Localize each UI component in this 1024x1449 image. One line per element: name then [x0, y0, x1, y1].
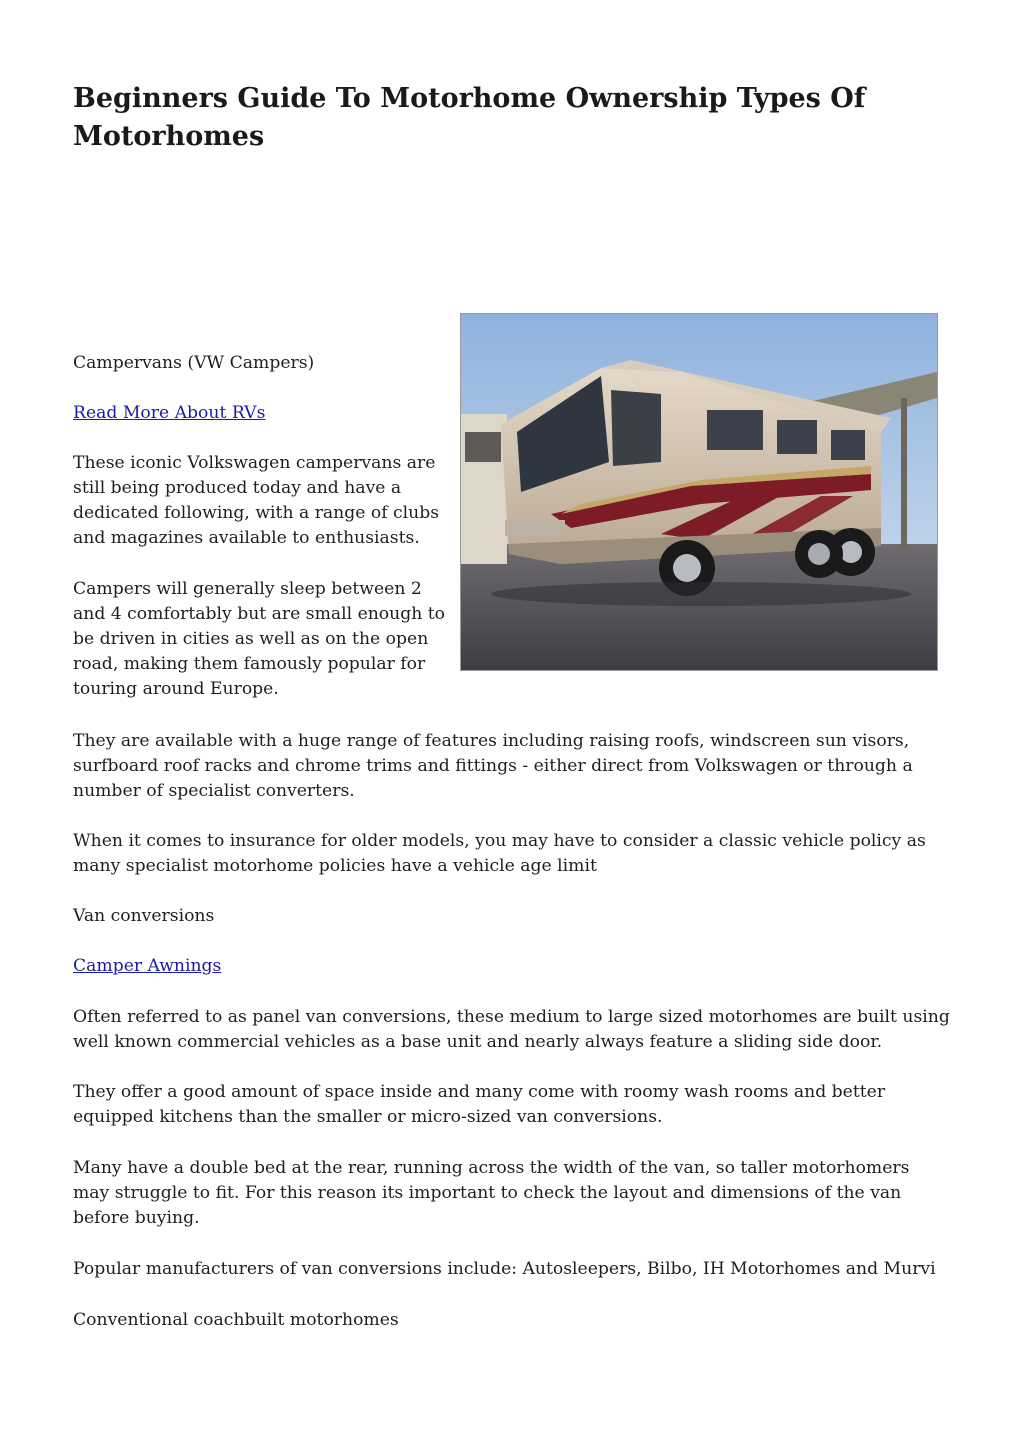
insurance-paragraph: When it comes to insurance for older models, you may have to consider a classic vehicle policy as many specialist motorhome policies have a vehicle age limit	[73, 831, 926, 876]
camper-awnings-link[interactable]: Camper Awnings	[73, 956, 222, 976]
bed-paragraph: Many have a double bed at the rear, running across the width of the van, so taller motorhomers may struggle to fit. For this reason its important to check the layout and dimensions of the van before buying.	[73, 1158, 910, 1228]
awnings-paragraph	[73, 954, 951, 979]
space-paragraph: They offer a good amount of space inside and many come with roomy wash rooms and better equipped kitchens than the smaller or micro-sized van conversions.	[73, 1082, 886, 1127]
read-more-paragraph	[73, 401, 445, 426]
panel-van-paragraph: Often referred to as panel van conversions, these medium to large sized motorhomes are built using well known commercial vehicles as a base unit and nearly always feature a sliding side door.	[73, 1007, 950, 1052]
read-more-about-rvs-link[interactable]: Read More About RVs	[73, 403, 266, 423]
van-conversions-heading: Van conversions	[73, 906, 215, 926]
manufacturers-paragraph: Popular manufacturers of van conversions include: Autosleepers, Bilbo, IH Motorhomes and Murvi	[73, 1259, 936, 1279]
motorhome-photo	[460, 313, 938, 671]
sleep-paragraph: Campers will generally sleep between 2 and 4 comfortably but are small enough to be driven in cities as well as on the open road, making them famously popular for touring around Europe.	[73, 579, 446, 699]
features-paragraph: They are available with a huge range of features including raising roofs, windscreen sun visors, surfboard roof racks and chrome trims and fittings - either direct from Volkswagen or through a number of specialist converters.	[73, 731, 913, 801]
coachbuilt-heading: Conventional coachbuilt motorhomes	[73, 1310, 399, 1330]
page-title: Beginners Guide To Motorhome Ownership Types Of Motorhomes	[73, 83, 866, 152]
iconic-paragraph: These iconic Volkswagen campervans are still being produced today and have a dedicated following, with a range of clubs and magazines available to enthusiasts.	[73, 453, 440, 548]
campervans-heading: Campervans (VW Campers)	[73, 353, 315, 373]
